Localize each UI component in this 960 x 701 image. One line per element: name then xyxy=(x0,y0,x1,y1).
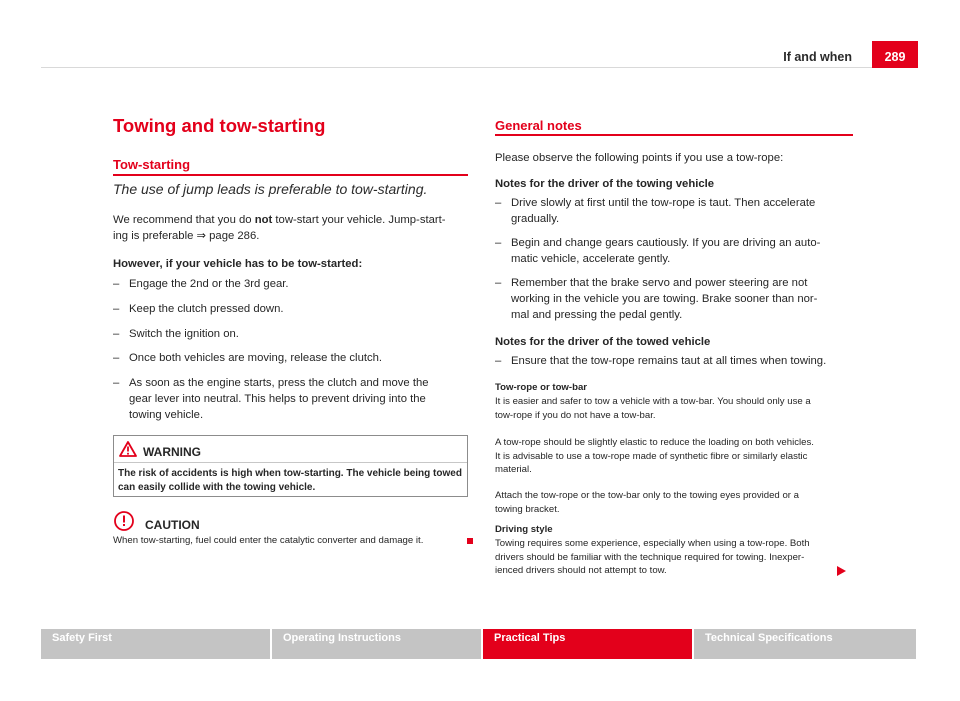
list-dash: – xyxy=(113,377,120,389)
towing-item: gradually. xyxy=(511,213,560,225)
footer-tab-safety-first[interactable]: Safety First xyxy=(41,629,270,659)
towing-item: Drive slowly at first until the tow-rope is taut. Then accelerate xyxy=(511,197,816,209)
warning-text-line: can easily collide with the towing vehicle. xyxy=(118,482,316,493)
paragraph-line: Towing requires some experience, especially when using a tow-rope. Both xyxy=(495,538,810,549)
steps-heading: However, if your vehicle has to be tow-started: xyxy=(113,258,363,270)
recommendation-emphasis: not xyxy=(254,214,273,226)
paragraph-line: Attach the tow-rope or the tow-bar only to the towing eyes provided or a xyxy=(495,490,799,501)
footer-tab-practical-tips[interactable]: Practical Tips xyxy=(483,629,692,659)
section-heading-tow-starting: Tow-starting xyxy=(113,157,191,172)
section-heading-rule xyxy=(495,134,853,136)
list-dash: – xyxy=(113,352,120,364)
towed-item: Ensure that the tow-rope remains taut at all times when towing. xyxy=(511,355,827,367)
paragraph-line: towing bracket. xyxy=(495,503,560,515)
warning-text-line: The risk of accidents is high when tow-starting. The vehicle being towed xyxy=(118,468,462,479)
recommendation-paragraph xyxy=(113,212,468,228)
paragraph-line: tow-rope if you do not have a tow-bar. xyxy=(495,409,656,421)
step-item: Once both vehicles are moving, release the clutch. xyxy=(129,352,383,364)
step-item: towing vehicle. xyxy=(129,409,204,421)
step-item: Switch the ignition on. xyxy=(129,328,239,340)
towed-driver-heading: Notes for the driver of the towed vehicle xyxy=(495,336,711,348)
footer-tab-operating-instructions[interactable]: Operating Instructions xyxy=(272,629,481,659)
tow-rope-paragraph-3 xyxy=(495,489,799,516)
warning-header xyxy=(114,436,467,463)
list-dash: – xyxy=(495,277,502,289)
caution-exclamation-icon xyxy=(113,510,135,537)
list-dash: – xyxy=(113,278,120,290)
paragraph-line: A tow-rope should be slightly elastic to reduce the loading on both vehicles. xyxy=(495,437,814,448)
step-item: Engage the 2nd or the 3rd gear. xyxy=(129,278,289,290)
footer-tab-technical-specifications[interactable]: Technical Specifications xyxy=(694,629,916,659)
driving-style-heading: Driving style xyxy=(495,524,553,535)
towing-item: working in the vehicle you are towing. Brake sooner than nor- xyxy=(511,293,818,305)
step-item: Keep the clutch pressed down. xyxy=(129,303,284,315)
list-dash: – xyxy=(495,355,502,367)
warning-box xyxy=(113,435,468,497)
towing-item: Remember that the brake servo and power steering are not xyxy=(511,277,808,289)
towing-item: Begin and change gears cautiously. If you are driving an auto- xyxy=(511,237,821,249)
towing-driver-heading: Notes for the driver of the towing vehicle xyxy=(495,178,715,190)
section-heading-rule xyxy=(113,174,468,176)
step-item: As soon as the engine starts, press the clutch and move the xyxy=(129,377,429,389)
towing-item: matic vehicle, accelerate gently. xyxy=(511,253,671,265)
warning-text xyxy=(118,467,463,495)
towing-item: mal and pressing the pedal gently. xyxy=(511,309,683,321)
section-end-marker xyxy=(467,538,473,544)
list-dash: – xyxy=(495,197,502,209)
paragraph-line: drivers should be familiar with the technique required for towing. Inexper- xyxy=(495,551,805,563)
caution-label: CAUTION xyxy=(145,518,200,532)
list-dash: – xyxy=(113,303,120,315)
paragraph-line: material. xyxy=(495,464,532,475)
continue-arrow-icon xyxy=(837,563,846,581)
header-section-title: If and when xyxy=(783,50,852,64)
paragraph-line: It is advisable to use a tow-rope made of synthetic fibre or similarly elastic xyxy=(495,450,808,462)
tow-rope-paragraph-2 xyxy=(495,436,814,477)
recommendation-text-a: We recommend that you do xyxy=(113,214,255,226)
page-title: Towing and tow-starting xyxy=(113,115,326,136)
footer-nav xyxy=(41,629,918,659)
recommendation-text-b: tow-start your vehicle. Jump-start- xyxy=(272,214,446,226)
page-number: 289 xyxy=(872,41,918,68)
general-notes-intro: Please observe the following points if you use a tow-rope: xyxy=(495,152,784,164)
caution-text: When tow-starting, fuel could enter the catalytic converter and damage it. xyxy=(113,535,424,546)
list-dash: – xyxy=(495,237,502,249)
driving-style-paragraph xyxy=(495,537,810,578)
tow-rope-heading: Tow-rope or tow-bar xyxy=(495,382,588,393)
warning-label: WARNING xyxy=(143,445,201,459)
tow-rope-paragraph-1 xyxy=(495,395,811,422)
header-rule xyxy=(41,67,918,68)
step-item: gear lever into neutral. This helps to prevent driving into the xyxy=(129,393,426,405)
warning-triangle-icon xyxy=(119,441,137,462)
intro-text: The use of jump leads is preferable to tow-starting. xyxy=(113,181,428,197)
list-dash: – xyxy=(113,328,120,340)
paragraph-line: ienced drivers should not attempt to tow. xyxy=(495,565,667,576)
page-reference-link[interactable]: ing is preferable ⇒ page 286. xyxy=(113,230,260,242)
paragraph-line: It is easier and safer to tow a vehicle with a tow-bar. You should only use a xyxy=(495,396,811,407)
section-heading-general-notes: General notes xyxy=(495,118,582,133)
